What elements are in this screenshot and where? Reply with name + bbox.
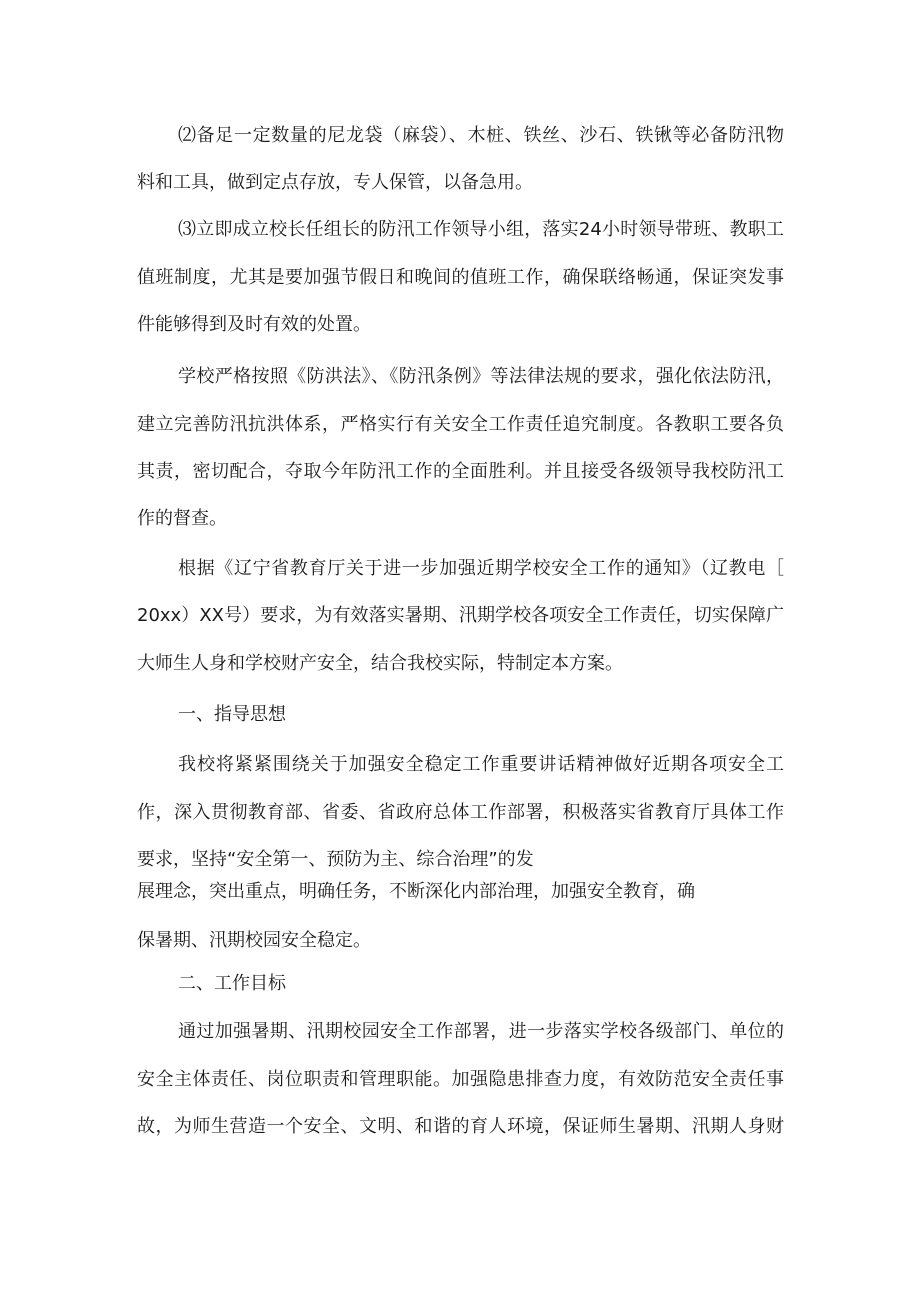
section-heading: 二、工作目标 <box>178 973 286 994</box>
paragraph-line: 其责，密切配合，夺取今年防汛工作的全面胜利。并且接受各级领导我校防汛工 <box>137 461 784 482</box>
paragraph-line: ⑶立即成立校长任组长的防汛工作领导小组，落实24小时领导带班、教职工 <box>178 219 784 240</box>
paragraph-line: 保暑期、汛期校园安全稳定。 <box>137 930 371 951</box>
paragraph-line: 作的督查。 <box>137 508 227 529</box>
paragraph-line: 通过加强暑期、汛期校园安全工作部署，进一步落实学校各级部门、单位的 <box>178 1021 784 1042</box>
paragraph-line: 故，为师生营造一个安全、文明、和谐的育人环境，保证师生暑期、汛期人身财 <box>137 1116 784 1137</box>
paragraph-line: 20xx）XX号）要求，为有效落实暑期、汛期学校各项安全工作责任，切实保障广 <box>137 605 784 626</box>
paragraph-line: 大师生人身和学校财产安全，结合我校实际，特制定本方案。 <box>137 653 623 674</box>
section-heading: 一、指导思想 <box>178 704 286 725</box>
paragraph-line: 展理念，突出重点，明确任务，不断深化内部治理，加强安全教育，确 <box>137 881 695 902</box>
paragraph-line: 料和工具，做到定点存放，专人保管，以备急用。 <box>137 172 533 193</box>
paragraph-line: 学校严格按照《防洪法》、《防汛条例》等法律法规的要求，强化依法防汛， <box>178 366 784 387</box>
paragraph-line: 我校将紧紧围绕关于加强安全稳定工作重要讲话精神做好近期各项安全工 <box>178 754 784 775</box>
paragraph-line: 安全主体责任、岗位职责和管理职能。加强隐患排查力度，有效防范安全责任事 <box>137 1069 784 1090</box>
paragraph-line: 值班制度，尤其是要加强节假日和晚间的值班工作，确保联络畅通，保证突发事 <box>137 267 784 288</box>
paragraph-line: 要求，坚持“安全第一、预防为主、综合治理”的发 <box>137 849 534 870</box>
paragraph-line: 根据《辽宁省教育厅关于进一步加强近期学校安全工作的通知》（辽教电［ <box>178 558 784 579</box>
paragraph-line: 件能够得到及时有效的处置。 <box>137 314 371 335</box>
paragraph-line: ⑵备足一定数量的尼龙袋（麻袋）、木桩、铁丝、沙石、铁锹等必备防汛物 <box>178 125 784 146</box>
paragraph-line: 作，深入贯彻教育部、省委、省政府总体工作部署，积极落实省教育厅具体工作 <box>137 802 784 823</box>
paragraph-line: 建立完善防汛抗洪体系，严格实行有关安全工作责任追究制度。各教职工要各负 <box>137 414 784 435</box>
